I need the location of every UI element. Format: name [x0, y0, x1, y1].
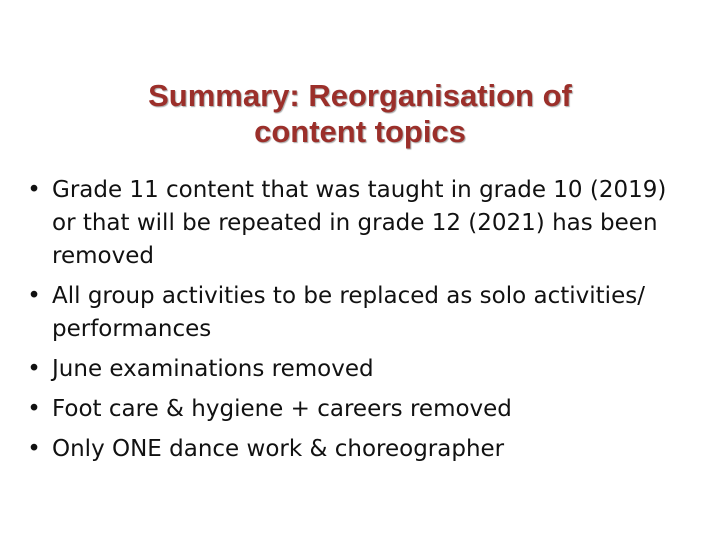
- bullet-dot-icon: •: [27, 436, 41, 462]
- bullet-item: [26, 280, 696, 346]
- bullet-item: [26, 353, 696, 386]
- bullet-text: Foot care & hygiene + careers removed: [52, 396, 512, 422]
- bullet-text: Only ONE dance work & choreographer: [52, 436, 505, 462]
- bullet-dot-icon: •: [27, 177, 41, 203]
- bullet-dot-icon: •: [27, 396, 41, 422]
- bullet-item: [26, 393, 696, 426]
- bullet-item: [26, 433, 696, 466]
- bullet-text: June examinations removed: [52, 356, 374, 382]
- slide-title-line-2: content topics: [254, 114, 466, 149]
- bullet-dot-icon: •: [27, 356, 41, 382]
- bullet-dot-icon: •: [27, 283, 41, 309]
- bullet-text: Grade 11 content that was taught in grade 10 (2019) or that will be repeated in grade 12 (2021) has been removed: [52, 177, 667, 269]
- bullet-text: All group activities to be replaced as solo activities/ performances: [52, 283, 645, 342]
- slide-title-line-1: Summary: Reorganisation of: [148, 78, 572, 113]
- slide-title: [40, 78, 680, 150]
- bullet-item: [26, 174, 696, 273]
- bullet-list: [26, 174, 696, 473]
